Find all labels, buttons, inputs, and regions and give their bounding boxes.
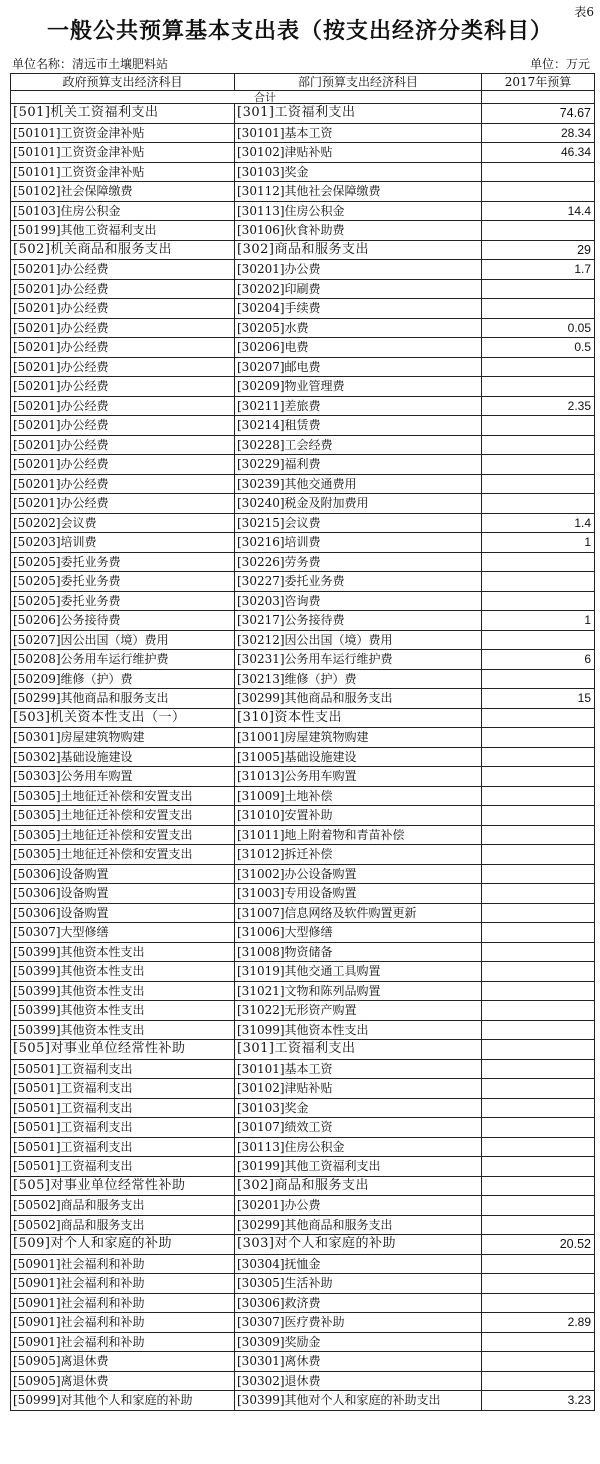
dept-subject-cell: [30304]抚恤金: [235, 1254, 482, 1274]
budget-amount-cell: 15: [482, 689, 595, 709]
currency-unit: 单位：万元: [529, 57, 590, 71]
budget-amount-cell: 1: [482, 533, 595, 553]
gov-subject-cell: [50303]公务用车购置: [11, 767, 235, 787]
table-row: [11, 299, 595, 319]
dept-subject-cell: [31022]无形资产购置: [235, 1001, 482, 1021]
budget-amount-cell: [482, 669, 595, 689]
table-row: [11, 1196, 595, 1216]
table-row: [11, 1352, 595, 1372]
gov-subject-cell: [50205]委托业务费: [11, 591, 235, 611]
budget-amount-cell: 28.34: [482, 123, 595, 143]
budget-amount-cell: 0.5: [482, 338, 595, 358]
gov-subject-cell: [50502]商品和服务支出: [11, 1196, 235, 1216]
dept-subject-cell: [30102]津贴补贴: [235, 1079, 482, 1099]
budget-amount-cell: [482, 767, 595, 787]
budget-amount-cell: [482, 455, 595, 475]
gov-subject-cell: [50399]其他资本性支出: [11, 981, 235, 1001]
dept-subject-cell: [30301]离休费: [235, 1352, 482, 1372]
table-row: [11, 221, 595, 241]
budget-amount-cell: 0.05: [482, 318, 595, 338]
table-row: [11, 1215, 595, 1235]
dept-subject-cell: [30199]其他工资福利支出: [235, 1157, 482, 1177]
budget-amount-cell: [482, 942, 595, 962]
dept-subject-cell: [31019]其他交通工具购置: [235, 962, 482, 982]
budget-amount-cell: [482, 1098, 595, 1118]
budget-amount-cell: [482, 1157, 595, 1177]
gov-subject-cell: [503]机关资本性支出（一）: [11, 708, 235, 728]
dept-subject-cell: [30205]水费: [235, 318, 482, 338]
dept-subject-cell: [30213]维修（护）费: [235, 669, 482, 689]
table-row: [11, 552, 595, 572]
gov-subject-cell: [50101]工资资金津补贴: [11, 162, 235, 182]
gov-subject-cell: [50901]社会福利和补助: [11, 1274, 235, 1294]
table-row: [11, 884, 595, 904]
table-row: [11, 1293, 595, 1313]
table-row: [11, 338, 595, 358]
dept-subject-cell: [30227]委托业务费: [235, 572, 482, 592]
dept-subject-cell: [30309]奖励金: [235, 1332, 482, 1352]
table-row: [11, 377, 595, 397]
dept-subject-cell: [302]商品和服务支出: [235, 1176, 482, 1196]
budget-amount-cell: [482, 1215, 595, 1235]
table-row: [11, 1118, 595, 1138]
gov-subject-cell: [50201]办公经费: [11, 435, 235, 455]
gov-subject-cell: [50203]培训费: [11, 533, 235, 553]
dept-subject-cell: [30306]救济费: [235, 1293, 482, 1313]
column-header-budget: 2017年预算: [482, 74, 595, 91]
total-label: 合计: [11, 91, 482, 104]
budget-amount-cell: [482, 299, 595, 319]
budget-amount-cell: [482, 435, 595, 455]
dept-subject-cell: [30107]绩效工资: [235, 1118, 482, 1138]
gov-subject-cell: [50306]设备购置: [11, 903, 235, 923]
table-row: [11, 611, 595, 631]
gov-subject-cell: [50399]其他资本性支出: [11, 942, 235, 962]
table-row: [11, 728, 595, 748]
dept-subject-cell: [30103]奖金: [235, 1098, 482, 1118]
dept-subject-cell: [30201]办公费: [235, 260, 482, 280]
dept-subject-cell: [31007]信息网络及软件购置更新: [235, 903, 482, 923]
dept-subject-cell: [301]工资福利支出: [235, 1040, 482, 1060]
budget-amount-cell: [482, 1001, 595, 1021]
gov-subject-cell: [50201]办公经费: [11, 299, 235, 319]
gov-subject-cell: [50201]办公经费: [11, 260, 235, 280]
unit-name: 单位名称：清远市土壤肥料站: [12, 57, 169, 71]
gov-subject-cell: [50901]社会福利和补助: [11, 1254, 235, 1274]
category-row: [11, 240, 595, 260]
table-row: [11, 942, 595, 962]
table-row: [11, 689, 595, 709]
gov-subject-cell: [50501]工资福利支出: [11, 1059, 235, 1079]
table-row: [11, 591, 595, 611]
budget-amount-cell: [482, 630, 595, 650]
gov-subject-cell: [50101]工资资金津补贴: [11, 143, 235, 163]
budget-amount-cell: [482, 279, 595, 299]
table-row: [11, 962, 595, 982]
budget-amount-cell: 74.67: [482, 104, 595, 124]
gov-subject-cell: [50201]办公经费: [11, 474, 235, 494]
table-row: [11, 1137, 595, 1157]
dept-subject-cell: [30226]劳务费: [235, 552, 482, 572]
gov-subject-cell: [50501]工资福利支出: [11, 1157, 235, 1177]
gov-subject-cell: [50999]对其他个人和家庭的补助: [11, 1391, 235, 1411]
gov-subject-cell: [50901]社会福利和补助: [11, 1313, 235, 1333]
gov-subject-cell: [50306]设备购置: [11, 864, 235, 884]
budget-amount-cell: [482, 572, 595, 592]
table-row: [11, 864, 595, 884]
table-row: [11, 747, 595, 767]
category-row: [11, 104, 595, 124]
budget-amount-cell: 29: [482, 240, 595, 260]
budget-amount-cell: 2.35: [482, 396, 595, 416]
dept-subject-cell: [30299]其他商品和服务支出: [235, 689, 482, 709]
table-row: [11, 162, 595, 182]
table-row: [11, 1254, 595, 1274]
dept-subject-cell: [31008]物资储备: [235, 942, 482, 962]
dept-subject-cell: [31012]拆迁补偿: [235, 845, 482, 865]
table-row: [11, 279, 595, 299]
gov-subject-cell: [50201]办公经费: [11, 494, 235, 514]
dept-subject-cell: [30239]其他交通费用: [235, 474, 482, 494]
table-row: [11, 182, 595, 202]
dept-subject-cell: [30102]津贴补贴: [235, 143, 482, 163]
dept-subject-cell: [30399]其他对个人和家庭的补助支出: [235, 1391, 482, 1411]
gov-subject-cell: [50205]委托业务费: [11, 552, 235, 572]
table-row: [11, 513, 595, 533]
budget-amount-cell: 20.52: [482, 1235, 595, 1255]
dept-subject-cell: [31099]其他资本性支出: [235, 1020, 482, 1040]
budget-amount-cell: 1.7: [482, 260, 595, 280]
table-row: [11, 143, 595, 163]
gov-subject-cell: [50305]土地征迁补偿和安置支出: [11, 806, 235, 826]
gov-subject-cell: [50502]商品和服务支出: [11, 1215, 235, 1235]
dept-subject-cell: [30113]住房公积金: [235, 201, 482, 221]
dept-subject-cell: [30112]其他社会保障缴费: [235, 182, 482, 202]
table-row: [11, 1098, 595, 1118]
dept-subject-cell: [30209]物业管理费: [235, 377, 482, 397]
budget-amount-cell: [482, 221, 595, 241]
budget-amount-cell: 46.34: [482, 143, 595, 163]
budget-amount-cell: [482, 182, 595, 202]
gov-subject-cell: [50102]社会保障缴费: [11, 182, 235, 202]
budget-amount-cell: [482, 552, 595, 572]
budget-amount-cell: [482, 728, 595, 748]
budget-amount-cell: [482, 1332, 595, 1352]
table-row: [11, 845, 595, 865]
total-value: [482, 91, 595, 104]
gov-subject-cell: [50501]工资福利支出: [11, 1079, 235, 1099]
budget-amount-cell: [482, 962, 595, 982]
table-row: [11, 981, 595, 1001]
table-row: [11, 786, 595, 806]
budget-amount-cell: [482, 591, 595, 611]
budget-amount-cell: [482, 786, 595, 806]
gov-subject-cell: [50201]办公经费: [11, 416, 235, 436]
dept-subject-cell: [30101]基本工资: [235, 123, 482, 143]
total-row: [11, 91, 595, 104]
table-row: [11, 825, 595, 845]
gov-subject-cell: [50901]社会福利和补助: [11, 1332, 235, 1352]
dept-subject-cell: [31013]公务用车购置: [235, 767, 482, 787]
dept-subject-cell: [30113]住房公积金: [235, 1137, 482, 1157]
budget-amount-cell: [482, 825, 595, 845]
gov-subject-cell: [50201]办公经费: [11, 279, 235, 299]
gov-subject-cell: [50307]大型修缮: [11, 923, 235, 943]
dept-subject-cell: [301]工资福利支出: [235, 104, 482, 124]
gov-subject-cell: [50209]维修（护）费: [11, 669, 235, 689]
table-row: [11, 260, 595, 280]
dept-subject-cell: [31009]土地补偿: [235, 786, 482, 806]
budget-amount-cell: [482, 747, 595, 767]
dept-subject-cell: [31006]大型修缮: [235, 923, 482, 943]
table-row: [11, 201, 595, 221]
gov-subject-cell: [50305]土地征迁补偿和安置支出: [11, 845, 235, 865]
budget-amount-cell: 2.89: [482, 1313, 595, 1333]
budget-amount-cell: [482, 1176, 595, 1196]
budget-amount-cell: [482, 845, 595, 865]
dept-subject-cell: [30240]税金及附加费用: [235, 494, 482, 514]
category-row: [11, 1176, 595, 1196]
dept-subject-cell: [31005]基础设施建设: [235, 747, 482, 767]
budget-amount-cell: [482, 1079, 595, 1099]
gov-subject-cell: [50201]办公经费: [11, 455, 235, 475]
gov-subject-cell: [509]对个人和家庭的补助: [11, 1235, 235, 1255]
category-row: [11, 1040, 595, 1060]
dept-subject-cell: [30228]工会经费: [235, 435, 482, 455]
budget-amount-cell: [482, 494, 595, 514]
table-row: [11, 1001, 595, 1021]
dept-subject-cell: [30217]公务接待费: [235, 611, 482, 631]
gov-subject-cell: [50101]工资资金津补贴: [11, 123, 235, 143]
budget-amount-cell: [482, 357, 595, 377]
budget-amount-cell: [482, 1293, 595, 1313]
gov-subject-cell: [50905]离退休费: [11, 1371, 235, 1391]
budget-amount-cell: 14.4: [482, 201, 595, 221]
gov-subject-cell: [50501]工资福利支出: [11, 1137, 235, 1157]
gov-subject-cell: [50206]公务接待费: [11, 611, 235, 631]
budget-table: [10, 73, 595, 1411]
budget-amount-cell: 1: [482, 611, 595, 631]
budget-amount-cell: 6: [482, 650, 595, 670]
budget-amount-cell: [482, 416, 595, 436]
table-row: [11, 1313, 595, 1333]
dept-subject-cell: [30106]伙食补助费: [235, 221, 482, 241]
table-row: [11, 572, 595, 592]
gov-subject-cell: [505]对事业单位经常性补助: [11, 1176, 235, 1196]
gov-subject-cell: [50399]其他资本性支出: [11, 1001, 235, 1021]
dept-subject-cell: [30211]差旅费: [235, 396, 482, 416]
gov-subject-cell: [50202]会议费: [11, 513, 235, 533]
budget-amount-cell: 3.23: [482, 1391, 595, 1411]
dept-subject-cell: [30215]会议费: [235, 513, 482, 533]
table-row: [11, 806, 595, 826]
budget-amount-cell: [482, 1020, 595, 1040]
dept-subject-cell: [30204]手续费: [235, 299, 482, 319]
dept-subject-cell: [30216]培训费: [235, 533, 482, 553]
gov-subject-cell: [505]对事业单位经常性补助: [11, 1040, 235, 1060]
budget-amount-cell: [482, 981, 595, 1001]
dept-subject-cell: [31011]地上附着物和青苗补偿: [235, 825, 482, 845]
table-row: [11, 1371, 595, 1391]
dept-subject-cell: [30202]印刷费: [235, 279, 482, 299]
table-row: [11, 357, 595, 377]
dept-subject-cell: [31021]文物和陈列品购置: [235, 981, 482, 1001]
budget-amount-cell: [482, 474, 595, 494]
table-row: [11, 669, 595, 689]
budget-amount-cell: [482, 1196, 595, 1216]
table-row: [11, 630, 595, 650]
column-header-gov: 政府预算支出经济科目: [11, 74, 235, 91]
header-row: [11, 74, 595, 91]
table-row: [11, 318, 595, 338]
gov-subject-cell: [502]机关商品和服务支出: [11, 240, 235, 260]
budget-amount-cell: [482, 1118, 595, 1138]
table-row: [11, 1079, 595, 1099]
dept-subject-cell: [30203]咨询费: [235, 591, 482, 611]
gov-subject-cell: [50306]设备购置: [11, 884, 235, 904]
table-row: [11, 1059, 595, 1079]
page-title: 一般公共预算基本支出表（按支出经济分类科目）: [46, 18, 553, 44]
budget-amount-cell: [482, 806, 595, 826]
table-row: [11, 1391, 595, 1411]
dept-subject-cell: [30212]因公出国（境）费用: [235, 630, 482, 650]
budget-amount-cell: [482, 1352, 595, 1372]
gov-subject-cell: [50208]公务用车运行维护费: [11, 650, 235, 670]
table-row: [11, 1020, 595, 1040]
dept-subject-cell: [30207]邮电费: [235, 357, 482, 377]
budget-amount-cell: [482, 884, 595, 904]
dept-subject-cell: [303]对个人和家庭的补助: [235, 1235, 482, 1255]
budget-amount-cell: [482, 1059, 595, 1079]
dept-subject-cell: [30101]基本工资: [235, 1059, 482, 1079]
gov-subject-cell: [50103]住房公积金: [11, 201, 235, 221]
table-row: [11, 1332, 595, 1352]
table-row: [11, 494, 595, 514]
table-row: [11, 1274, 595, 1294]
budget-amount-cell: [482, 1040, 595, 1060]
table-row: [11, 396, 595, 416]
budget-amount-cell: [482, 377, 595, 397]
budget-amount-cell: [482, 864, 595, 884]
dept-subject-cell: [30231]公务用车运行维护费: [235, 650, 482, 670]
dept-subject-cell: [310]资本性支出: [235, 708, 482, 728]
gov-subject-cell: [50905]离退休费: [11, 1352, 235, 1372]
dept-subject-cell: [302]商品和服务支出: [235, 240, 482, 260]
gov-subject-cell: [50299]其他商品和服务支出: [11, 689, 235, 709]
gov-subject-cell: [50501]工资福利支出: [11, 1118, 235, 1138]
gov-subject-cell: [50201]办公经费: [11, 357, 235, 377]
dept-subject-cell: [31010]安置补助: [235, 806, 482, 826]
gov-subject-cell: [50901]社会福利和补助: [11, 1293, 235, 1313]
budget-amount-cell: [482, 708, 595, 728]
table-row: [11, 1157, 595, 1177]
dept-subject-cell: [31001]房屋建筑物购建: [235, 728, 482, 748]
dept-subject-cell: [30214]租赁费: [235, 416, 482, 436]
budget-amount-cell: [482, 923, 595, 943]
gov-subject-cell: [50201]办公经费: [11, 377, 235, 397]
dept-subject-cell: [30206]电费: [235, 338, 482, 358]
table-row: [11, 416, 595, 436]
table-number: 表6: [574, 5, 594, 19]
gov-subject-cell: [50201]办公经费: [11, 338, 235, 358]
gov-subject-cell: [50399]其他资本性支出: [11, 962, 235, 982]
table-row: [11, 533, 595, 553]
category-row: [11, 1235, 595, 1255]
category-row: [11, 708, 595, 728]
dept-subject-cell: [31003]专用设备购置: [235, 884, 482, 904]
gov-subject-cell: [50199]其他工资福利支出: [11, 221, 235, 241]
table-row: [11, 903, 595, 923]
budget-amount-cell: [482, 1274, 595, 1294]
gov-subject-cell: [50301]房屋建筑物购建: [11, 728, 235, 748]
gov-subject-cell: [50201]办公经费: [11, 396, 235, 416]
gov-subject-cell: [501]机关工资福利支出: [11, 104, 235, 124]
dept-subject-cell: [30305]生活补助: [235, 1274, 482, 1294]
gov-subject-cell: [50305]土地征迁补偿和安置支出: [11, 786, 235, 806]
gov-subject-cell: [50207]因公出国（境）费用: [11, 630, 235, 650]
budget-amount-cell: 1.4: [482, 513, 595, 533]
dept-subject-cell: [30229]福利费: [235, 455, 482, 475]
table-row: [11, 923, 595, 943]
table-row: [11, 767, 595, 787]
table-row: [11, 650, 595, 670]
table-row: [11, 455, 595, 475]
gov-subject-cell: [50501]工资福利支出: [11, 1098, 235, 1118]
gov-subject-cell: [50302]基础设施建设: [11, 747, 235, 767]
table-row: [11, 435, 595, 455]
budget-amount-cell: [482, 1137, 595, 1157]
budget-amount-cell: [482, 1371, 595, 1391]
gov-subject-cell: [50399]其他资本性支出: [11, 1020, 235, 1040]
budget-amount-cell: [482, 903, 595, 923]
dept-subject-cell: [30201]办公费: [235, 1196, 482, 1216]
budget-amount-cell: [482, 1254, 595, 1274]
dept-subject-cell: [30299]其他商品和服务支出: [235, 1215, 482, 1235]
table-row: [11, 474, 595, 494]
budget-amount-cell: [482, 162, 595, 182]
dept-subject-cell: [30307]医疗费补助: [235, 1313, 482, 1333]
gov-subject-cell: [50205]委托业务费: [11, 572, 235, 592]
column-header-dept: 部门预算支出经济科目: [235, 74, 482, 91]
dept-subject-cell: [31002]办公设备购置: [235, 864, 482, 884]
gov-subject-cell: [50201]办公经费: [11, 318, 235, 338]
table-row: [11, 123, 595, 143]
dept-subject-cell: [30302]退休费: [235, 1371, 482, 1391]
dept-subject-cell: [30103]奖金: [235, 162, 482, 182]
gov-subject-cell: [50305]土地征迁补偿和安置支出: [11, 825, 235, 845]
